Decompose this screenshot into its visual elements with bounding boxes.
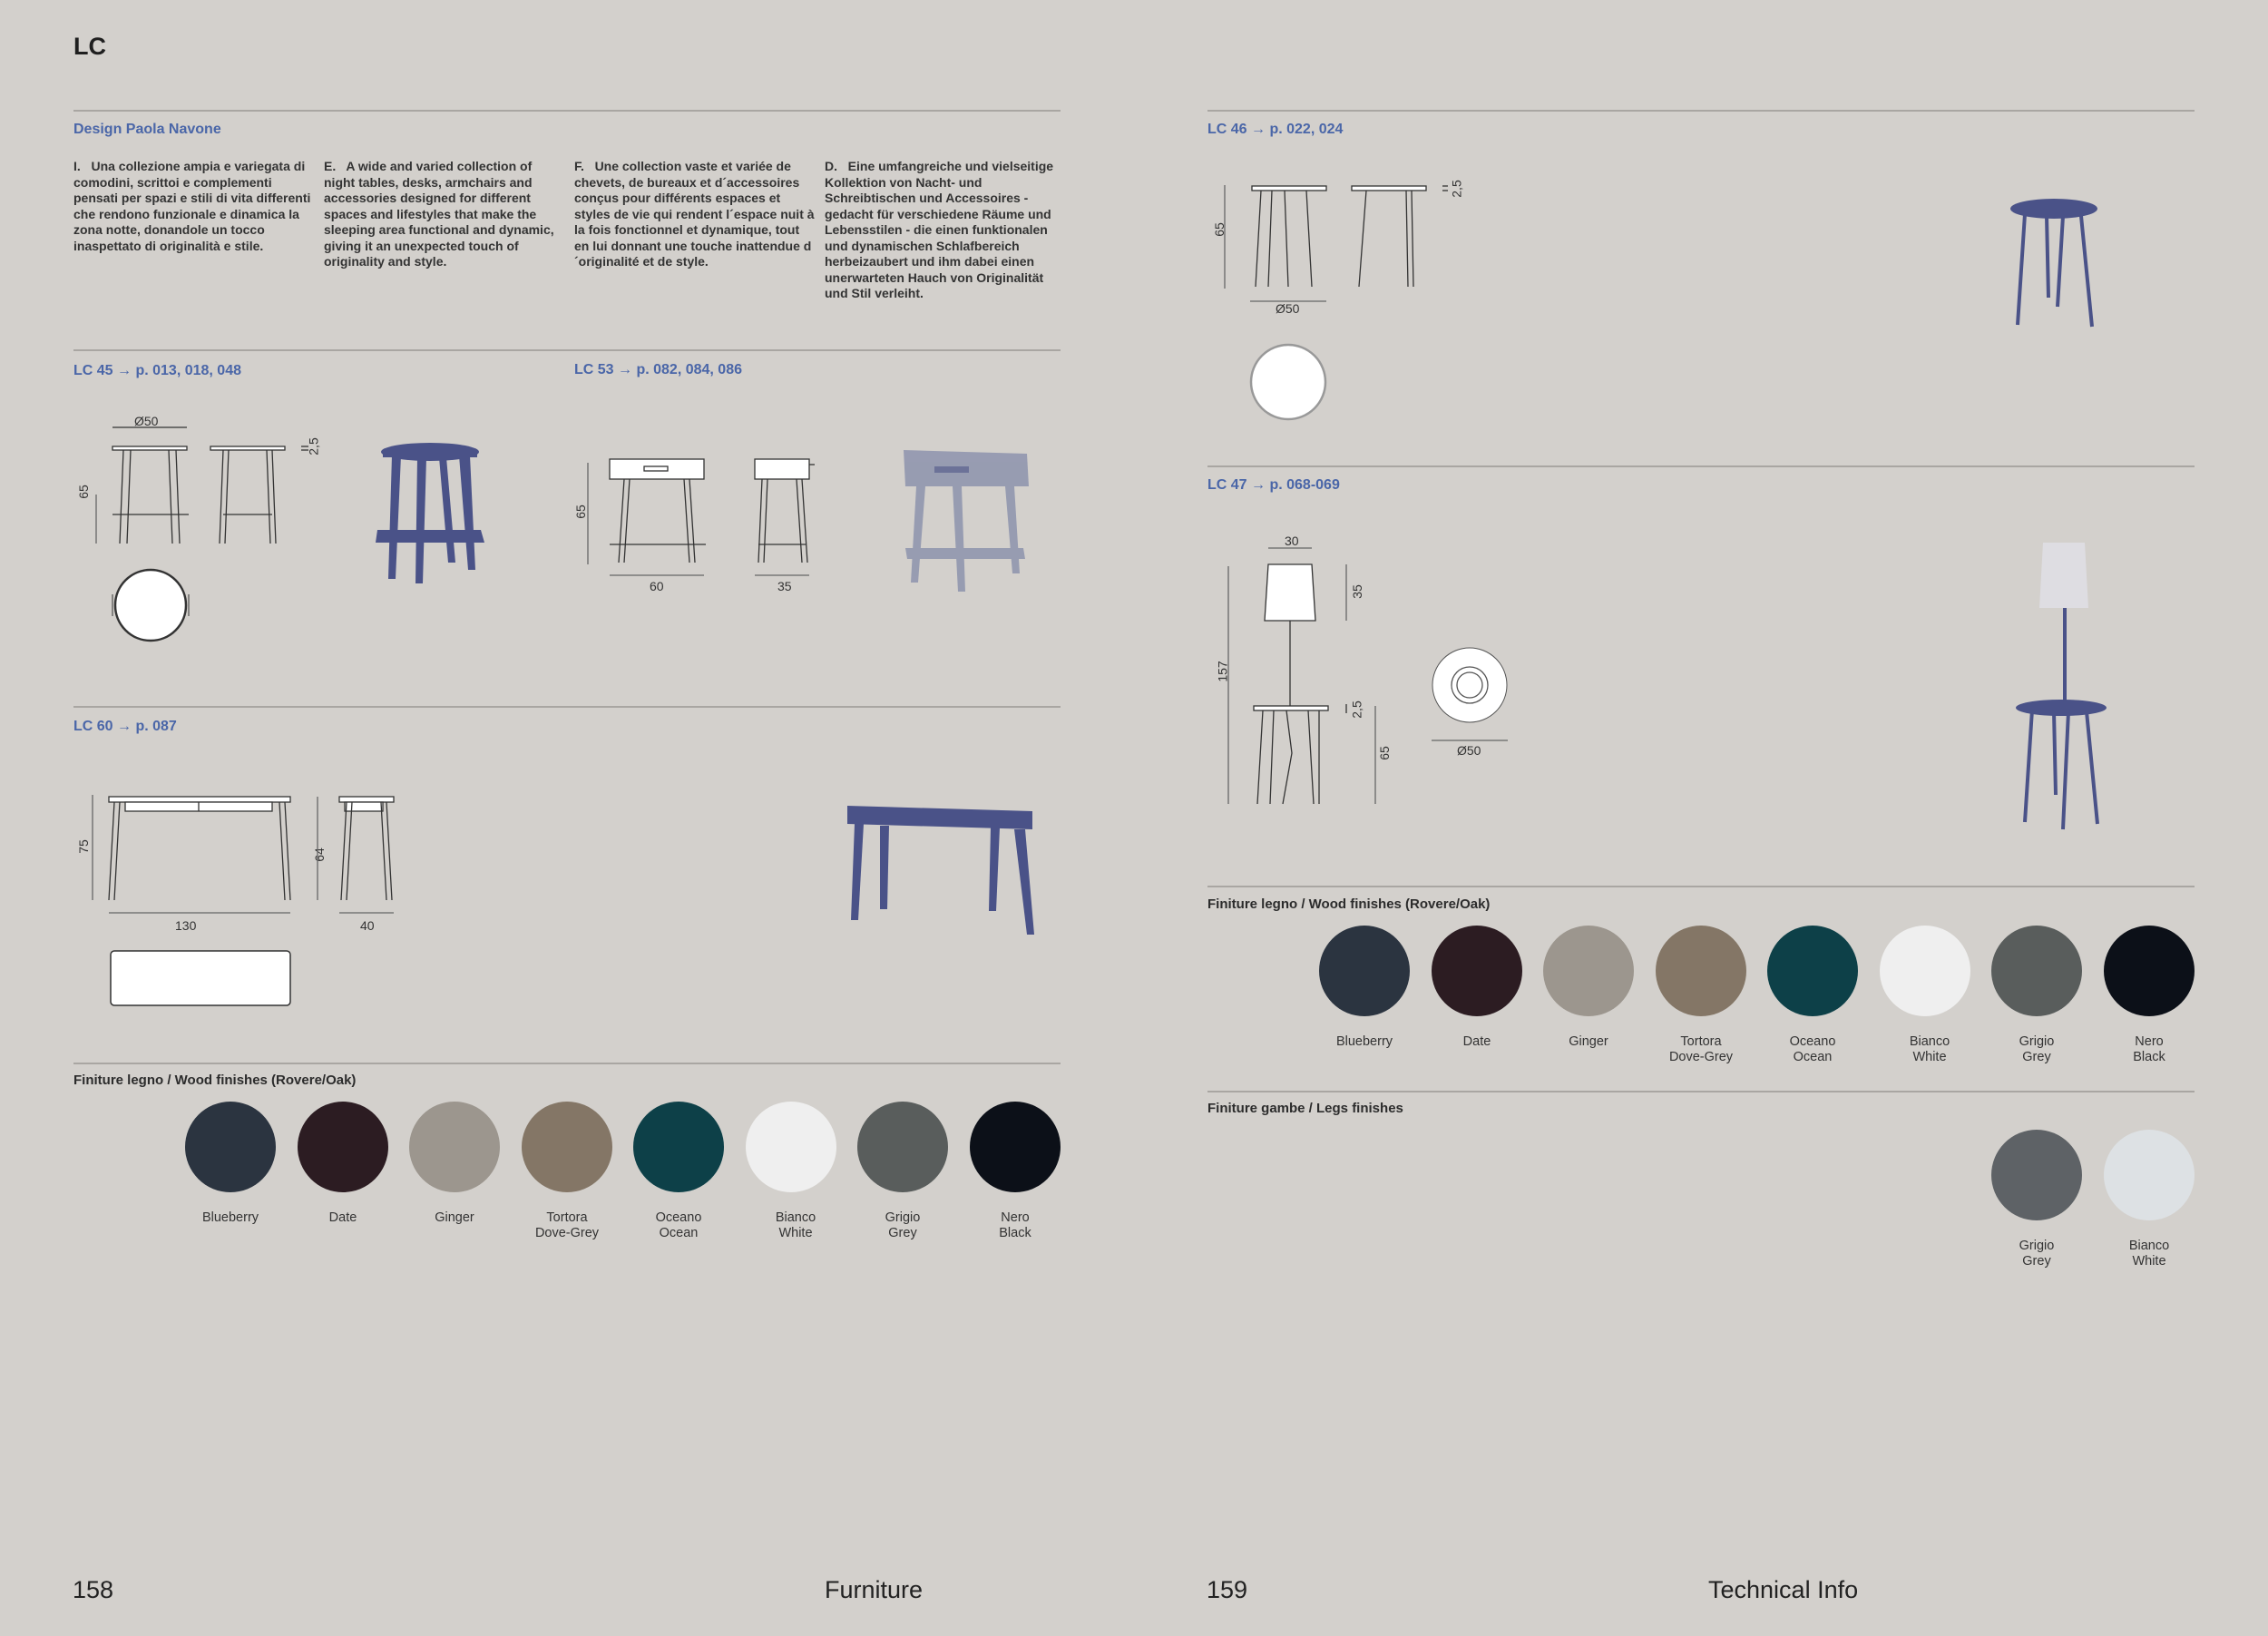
swatch-label: Oceano Ocean [655,1210,702,1240]
swatch-grigio[interactable] [1991,926,2082,1016]
dim-lc53-width: 60 [650,579,664,593]
product-title-lc46: LC 46 → p. 022, 024 [1207,122,1344,137]
swatch-legs-bianco[interactable] [2104,1130,2195,1220]
product-title-lc45: LC 45 → p. 013, 018, 048 [73,363,241,378]
divider [1207,110,2195,112]
swatch-bianco[interactable] [746,1102,836,1192]
intro-german: D. Eine umfangreiche und vielseitige Kollektion von Nacht- und Schreibtischen und Accessoires - gedacht für verschiedene Räume und Lebensstilen - die einen funktionalen und dynamischen Schlafbereich herbeizaubert und ihm dabei einen unerwarteten Hauch von Originalität und Stil verleiht. [825,159,1054,300]
page-number-left: 158 [73,1576,114,1603]
swatch-label: Bianco White [775,1210,816,1240]
dim-lc46-height: 65 [1211,222,1227,237]
swatch-label: Blueberry [1335,1034,1393,1049]
dim-lc60-depth: 40 [360,918,375,933]
swatch-grigio[interactable] [857,1102,948,1192]
intro-italian: I. Una collezione ampia e variegata di comodini, scrittoi e complementi pensati per spazi e stili di vita differenti che rendono funzionale e dinamica la zona notte, donandole un tocco inaspettato di originalità e stile. [73,159,311,253]
lc45-technical-drawing [91,422,327,649]
divider [1207,886,2195,887]
dim-lc46-top: 2,5 [1449,180,1464,198]
swatch-oceano[interactable] [1767,926,1858,1016]
intro-french: F. Une collection vaste et variée de chevets, de bureaux et d´accessoires conçus pour différents espaces et styles de vie qui rendent l´espace nuit à la fois fonctionnel et dynamique, tout en lui donnant une touche inattendue d´originalité et de style. [574,159,815,269]
section-name-right: Technical Info [1708,1576,1859,1603]
dim-lc47-table-height: 65 [1376,746,1392,760]
swatch-label: Grigio Grey [885,1210,921,1240]
swatch-blueberry[interactable] [1319,926,1410,1016]
dim-lc47-diameter: Ø50 [1457,743,1481,758]
designer-credit: Design Paola Navone [73,122,221,137]
lc45-product-photo [372,443,490,588]
lc46-product-photo [2009,198,2108,334]
dim-lc53-height: 65 [572,505,588,519]
lc60-product-photo [847,802,1038,956]
divider [73,349,1061,351]
divider [1207,1091,2195,1092]
swatch-ginger[interactable] [409,1102,500,1192]
swatch-bianco[interactable] [1880,926,1970,1016]
swatch-label: Date [1462,1034,1491,1049]
lc47-technical-drawing [1227,544,1517,817]
brand-title: LC [73,33,106,60]
swatch-blueberry[interactable] [185,1102,276,1192]
lc53-product-photo [898,446,1034,601]
divider [73,1063,1061,1064]
dim-lc47-top: 2,5 [1349,700,1364,719]
divider [1207,465,2195,467]
lc47-product-photo [2009,541,2117,840]
lc60-technical-drawing [89,791,406,1009]
product-title-lc60: LC 60 → p. 087 [73,719,177,734]
dim-lc46-diameter: Ø50 [1276,301,1300,316]
swatch-label: Date [328,1210,357,1225]
product-title-lc53: LC 53 → p. 082, 084, 086 [574,362,742,377]
section-name-left: Furniture [825,1576,924,1603]
dim-lc45-height: 65 [75,485,91,499]
swatch-label: Nero Black [999,1210,1031,1240]
swatch-tortora[interactable] [1656,926,1746,1016]
swatch-ginger[interactable] [1543,926,1634,1016]
product-title-lc47: LC 47 → p. 068-069 [1207,477,1340,493]
swatch-label: Blueberry [201,1210,259,1225]
swatch-nero[interactable] [970,1102,1061,1192]
swatch-label: Bianco White [1909,1034,1950,1064]
dim-lc60-height: 75 [75,839,91,854]
divider [73,706,1061,708]
swatch-date[interactable] [1432,926,1522,1016]
swatch-label: Bianco White [2128,1239,2170,1269]
dim-lc47-total-height: 157 [1215,661,1230,682]
dim-lc60-inner-height: 64 [311,847,327,862]
dim-lc45-top: 2,5 [306,437,321,456]
swatch-label: Tortora Dove-Grey [534,1210,600,1240]
swatch-tortora[interactable] [522,1102,612,1192]
swatch-label: Nero Black [2133,1034,2165,1064]
swatch-legs-grigio[interactable] [1991,1130,2082,1220]
swatch-label: Ginger [1569,1034,1608,1049]
dim-lc53-depth: 35 [777,579,792,593]
swatch-label: Tortora Dove-Grey [1668,1034,1734,1064]
page-number-right: 159 [1207,1576,1248,1603]
swatch-nero[interactable] [2104,926,2195,1016]
lc53-technical-drawing [588,454,824,581]
dim-lc60-width: 130 [175,918,197,933]
legs-finishes-label: Finiture gambe / Legs finishes [1207,1101,1403,1116]
wood-finishes-label-right: Finiture legno / Wood finishes (Rovere/Oak) [1207,896,1491,912]
wood-finishes-label: Finiture legno / Wood finishes (Rovere/Oak) [73,1073,357,1088]
dim-lc47-shade-height: 35 [1349,584,1364,599]
swatch-label: Grigio Grey [2019,1239,2055,1269]
dim-lc45-diameter: Ø50 [134,414,159,428]
swatch-label: Grigio Grey [2019,1034,2055,1064]
swatch-oceano[interactable] [633,1102,724,1192]
divider [73,110,1061,112]
swatch-label: Ginger [435,1210,474,1225]
swatch-label: Oceano Ocean [1789,1034,1836,1064]
dim-lc47-shade-width: 30 [1285,534,1299,548]
intro-english: E. A wide and varied collection of night tables, desks, armchairs and accessories designed for different spaces and lifestyles that make the sleeping area functional and dynamic, giving it an unexpected touch of originality and style. [324,159,554,269]
swatch-date[interactable] [298,1102,388,1192]
lc46-technical-drawing [1225,181,1461,426]
